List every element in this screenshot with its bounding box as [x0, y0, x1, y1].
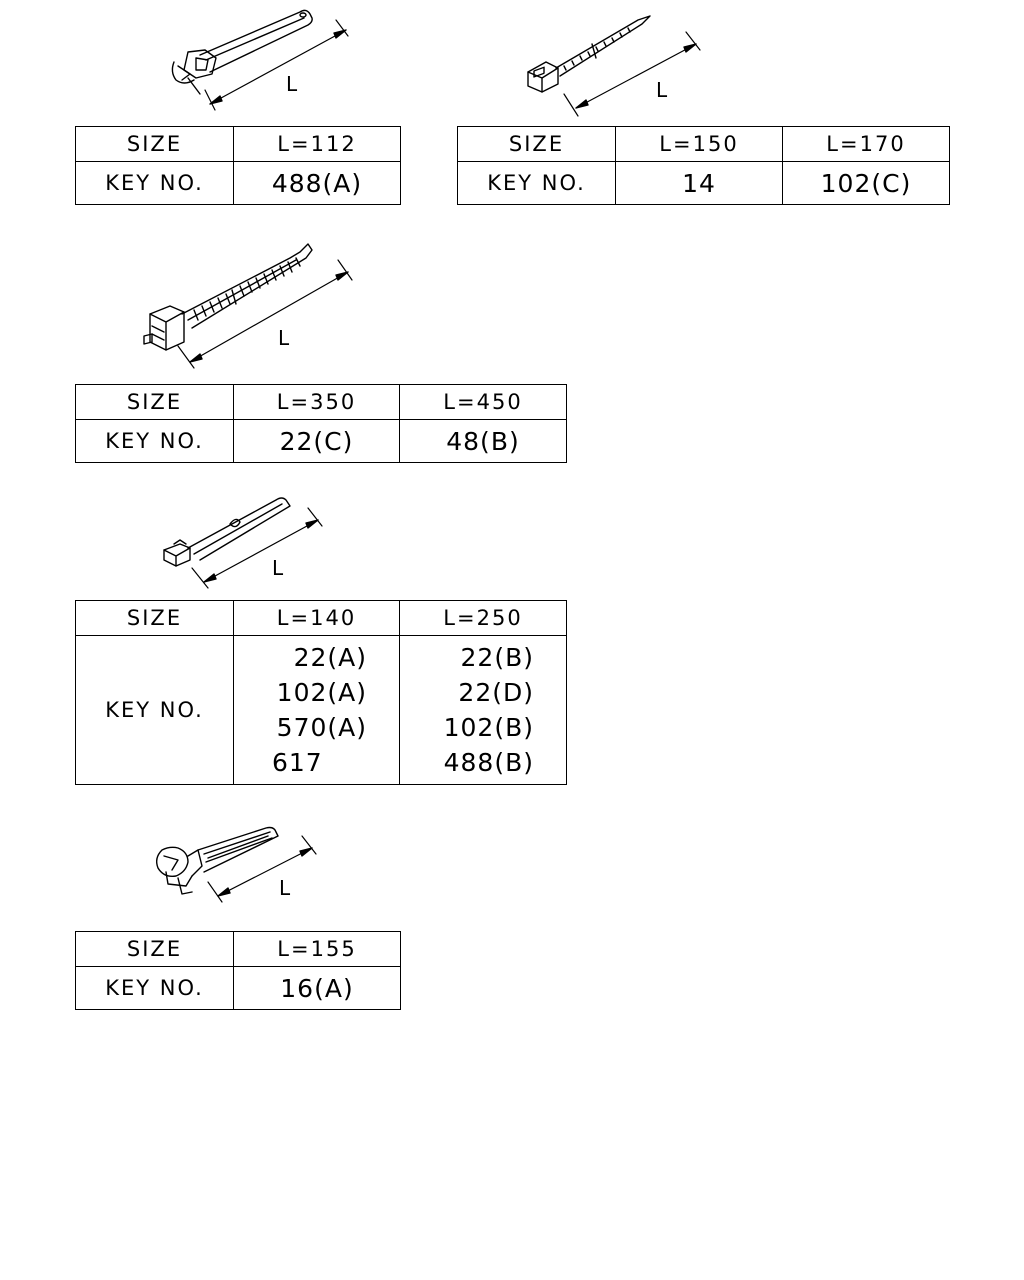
- key-no-value: 22(B): [460, 643, 534, 672]
- size-header: SIZE: [76, 601, 234, 636]
- key-no-value: 22(D): [458, 678, 534, 707]
- size-value: L=112: [234, 127, 401, 162]
- key-no-value: 22(A): [293, 643, 367, 672]
- key-no-value: 488(B): [443, 748, 534, 777]
- size-value: L=250: [400, 601, 567, 636]
- dimension-label: L: [279, 876, 291, 900]
- key-no-value: 102(B): [443, 713, 534, 742]
- size-value: L=450: [400, 385, 567, 420]
- key-no-header: KEY NO.: [458, 162, 616, 205]
- key-no-list: [400, 636, 567, 785]
- table-row: [76, 932, 401, 967]
- key-no-value: 102(A): [276, 678, 367, 707]
- key-no-value: 488(A): [234, 162, 401, 205]
- slim-tie-diagram: [150, 490, 340, 590]
- size-header: SIZE: [76, 932, 234, 967]
- clip-tie-diagram: [160, 0, 360, 120]
- size-table-1: [75, 126, 401, 205]
- key-no-value: 16(A): [234, 967, 401, 1010]
- dimension-label: L: [286, 72, 298, 96]
- size-table-2: [457, 126, 950, 205]
- size-table-3: [75, 384, 567, 463]
- table-row: [76, 127, 401, 162]
- size-table-5: [75, 931, 401, 1010]
- dimension-label: L: [656, 78, 668, 102]
- table-row: [76, 636, 567, 785]
- key-no-value: 617: [272, 748, 323, 777]
- size-value: L=155: [234, 932, 401, 967]
- key-no-value: 22(C): [234, 420, 400, 463]
- table-row: [76, 420, 567, 463]
- key-no-list: [234, 636, 400, 785]
- size-header: SIZE: [458, 127, 616, 162]
- size-header: SIZE: [76, 385, 234, 420]
- key-no-value: 48(B): [400, 420, 567, 463]
- table-row: [76, 162, 401, 205]
- key-no-header: KEY NO.: [76, 162, 234, 205]
- key-no-value: 570(A): [276, 713, 367, 742]
- key-no-value: 102(C): [783, 162, 950, 205]
- clamp-tie-diagram: [148, 820, 328, 910]
- key-no-value: 14: [616, 162, 783, 205]
- table-row: [76, 385, 567, 420]
- dimension-label: L: [272, 556, 284, 580]
- cable-tie-diagram: [520, 10, 710, 120]
- size-value: L=140: [234, 601, 400, 636]
- table-row: [458, 162, 950, 205]
- size-table-4: [75, 600, 567, 785]
- key-no-header: KEY NO.: [76, 636, 234, 785]
- size-value: L=150: [616, 127, 783, 162]
- table-row: [458, 127, 950, 162]
- size-header: SIZE: [76, 127, 234, 162]
- key-no-header: KEY NO.: [76, 420, 234, 463]
- ladder-tie-diagram: [140, 230, 360, 370]
- dimension-label: L: [278, 326, 290, 350]
- size-value: L=170: [783, 127, 950, 162]
- table-row: [76, 601, 567, 636]
- size-value: L=350: [234, 385, 400, 420]
- table-row: [76, 967, 401, 1010]
- key-no-header: KEY NO.: [76, 967, 234, 1010]
